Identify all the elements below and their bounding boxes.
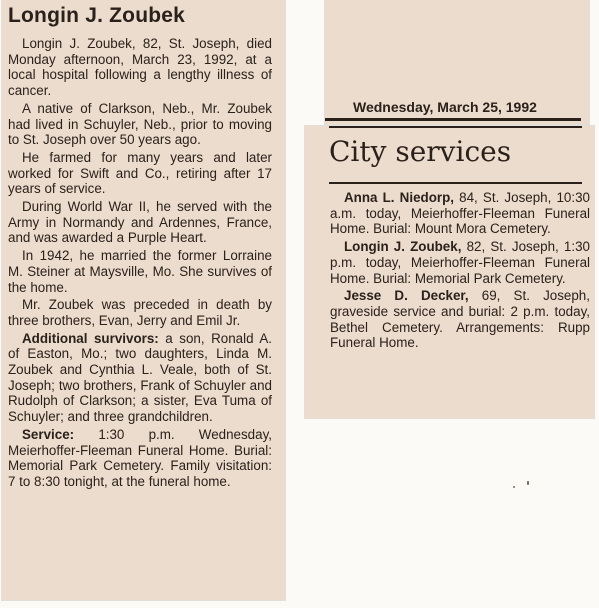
obituary-clipping [2,0,285,600]
scan-speck [527,481,529,485]
obituary-paragraph: He farmed for many years and later worked for Swift and Co., retiring after 17 years of service. [8,149,272,197]
service-text: 1:30 p.m. Wednesday, Meierhoffer-Fleeman Funeral Home. Burial: Memorial Park Cemetery. Family visitation: 7 to 8:30 tonight, at the funeral home. [8,426,272,489]
service-entry [330,239,590,286]
service-entry [330,190,590,237]
services-top-rule [329,126,582,128]
dateline-rule [325,118,581,121]
dateline-clipping [325,0,589,124]
obituary-title: Longin J. Zoubek [8,4,186,27]
service-entry [330,288,590,351]
obituary-paragraph: Longin J. Zoubek, 82, St. Joseph, died Monday afternoon, March 23, 1992, at a local hospital following a lengthy illness of cancer. [8,36,272,99]
survivors-label: Additional survivors: [22,330,159,346]
obituary-paragraph: During World War II, he served with the Army in Normandy and Ardennes, France, and was awarded a Purple Heart. [8,199,272,246]
city-services-clipping [305,126,594,418]
service-details: 69, St. Joseph, graveside service and burial: 2 p.m. today, Bethel Cemetery. Arrangements: Rupp Funeral Home. [330,288,590,351]
services-list [330,190,590,353]
obituary-paragraph: Mr. Zoubek was preceded in death by three brothers, Evan, Jerry and Emil Jr. [8,297,272,328]
deceased-name: Jesse D. Decker, [344,288,469,304]
city-services-heading: City services [329,135,512,168]
deceased-name: Longin J. Zoubek, [344,239,462,255]
survivors-text: a son, Ronald A. of Easton, Mo.; two daughters, Linda M. Zoubek and Cynthia L. Veale, both of St. Joseph; two brothers, Frank of Schuyler and Rudolph of Clarkson; a sister, Eva Tuma of Schuyler; and three grandchildren. [8,330,272,425]
obituary-paragraph: A native of Clarkson, Neb., Mr. Zoubek had lived in Schuyler, Neb., prior to moving to St. Joseph over 50 years ago. [8,100,272,148]
service-details: 82, St. Joseph, 1:30 p.m. today, Meierhoffer-Fleeman Funeral Home. Burial: Memorial Park Cemetery. [330,239,590,286]
service-paragraph [8,427,272,490]
service-details: 84, St. Joseph, 10:30 a.m. today, Meierhoffer-Fleeman Funeral Home. Burial: Mount Mora Cemetery. [330,190,590,237]
obituary-body [8,36,272,492]
service-label: Service: [22,426,75,442]
survivors-paragraph [8,331,272,425]
newspaper-date: Wednesday, March 25, 1992 [353,99,537,115]
scan-speck [513,486,515,488]
services-heading-rule [329,182,582,184]
obituary-paragraph: In 1942, he married the former Lorraine M. Steiner at Maysville, Mo. She survives of the home. [8,248,272,295]
deceased-name: Anna L. Niedorp, [344,190,454,205]
